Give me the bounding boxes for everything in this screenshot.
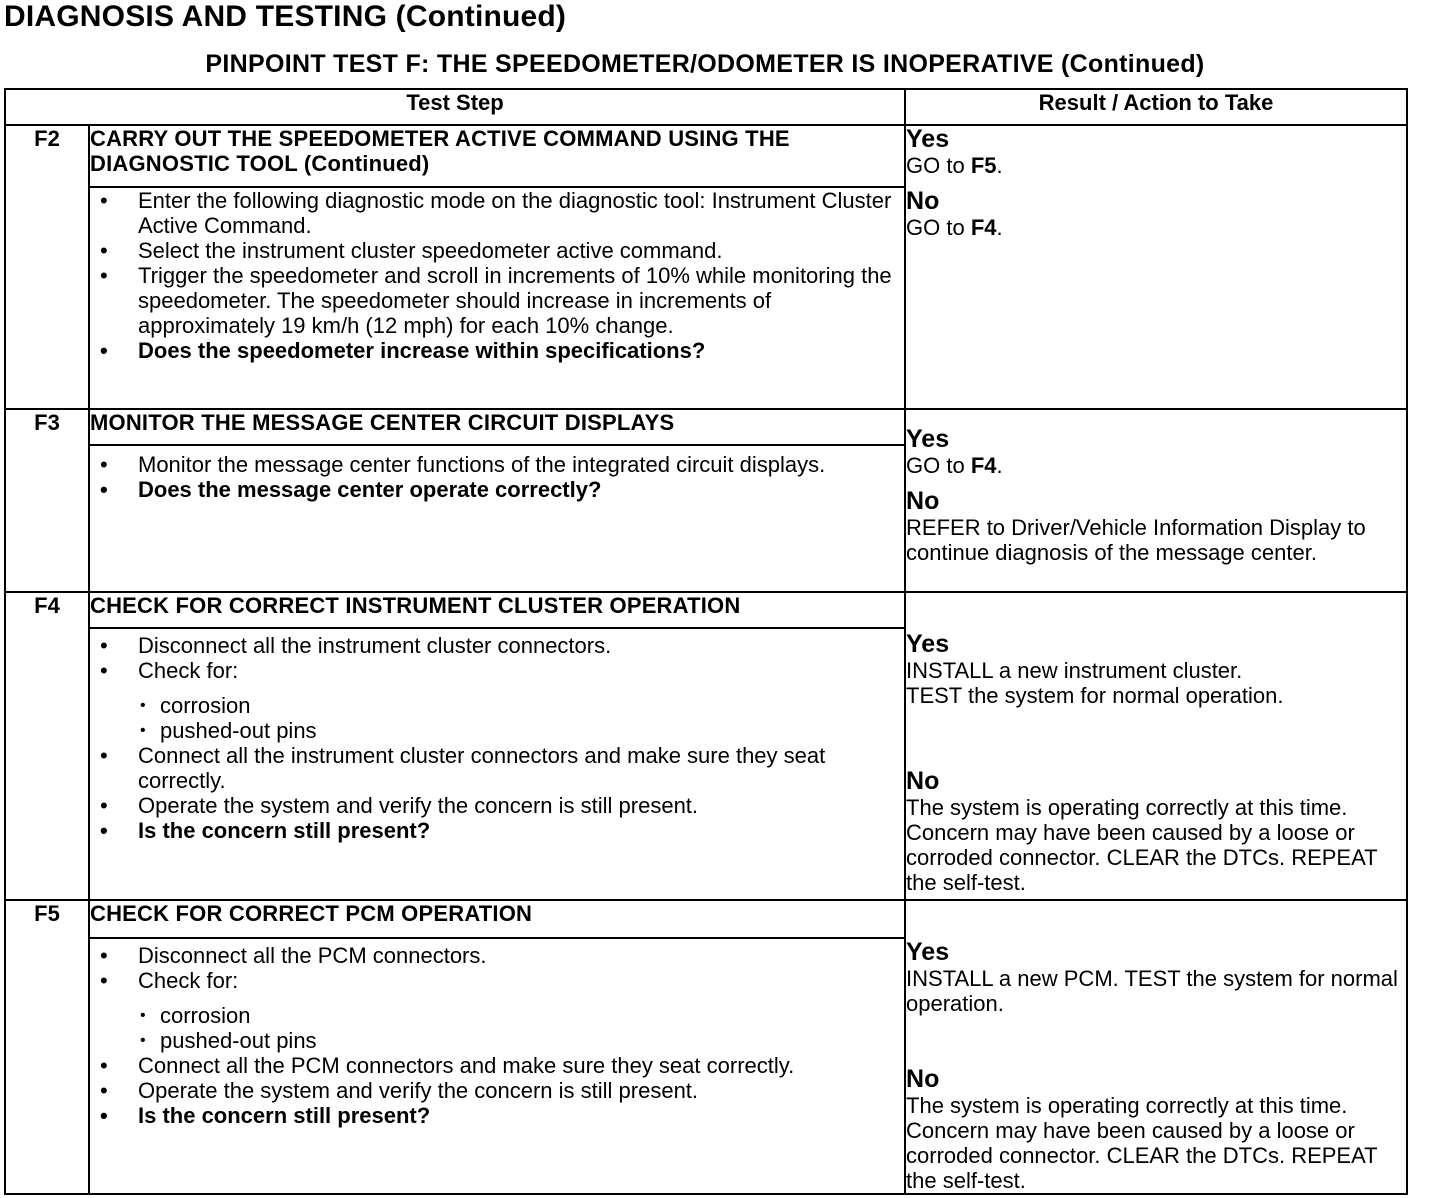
list-item: • Connect all the instrument cluster connectors and make sure they seat correctly. xyxy=(138,743,904,793)
step-title: CHECK FOR CORRECT INSTRUMENT CLUSTER OPERATION xyxy=(89,592,905,628)
step-f4-title-row xyxy=(5,592,1407,628)
step-id: F2 xyxy=(5,125,89,409)
list-item: • Disconnect all the PCM connectors. xyxy=(138,943,904,968)
list-item: • Operate the system and verify the concern is still present. xyxy=(138,1078,904,1103)
pinpoint-test-title: PINPOINT TEST F: THE SPEEDOMETER/ODOMETER IS INOPERATIVE (Continued) xyxy=(205,50,1205,78)
step-id: F4 xyxy=(5,592,89,900)
page-heading: DIAGNOSIS AND TESTING (Continued) xyxy=(4,0,567,33)
list-item: • Operate the system and verify the concern is still present. xyxy=(138,793,904,818)
step-f5-result xyxy=(905,900,1407,1194)
no-label: No xyxy=(906,1065,940,1093)
yes-label: Yes xyxy=(906,630,950,658)
step-title: CHECK FOR CORRECT PCM OPERATION xyxy=(89,900,905,938)
step-question: • Does the speedometer increase within specifications? xyxy=(138,338,904,363)
test-step-column-header: Test Step xyxy=(5,89,905,125)
yes-label: Yes xyxy=(906,125,950,153)
list-item: • Connect all the PCM connectors and make sure they seat correctly. xyxy=(138,1053,904,1078)
step-id: F3 xyxy=(5,409,89,592)
step-f2-title-row xyxy=(5,125,1407,187)
step-f2-result xyxy=(905,125,1407,409)
yes-action-line: TEST the system for normal operation. xyxy=(906,683,1284,708)
no-action: The system is operating correctly at this time. Concern may have been caused by a loose or corroded connector. CLEAR the DTCs. REPEAT the self-test. xyxy=(906,1093,1378,1193)
list-item: • Trigger the speedometer and scroll in increments of 10% while monitoring the speedometer. The speedometer should increase in increments of approximately 19 km/h (12 mph) for each 10% change. xyxy=(138,263,904,338)
no-action: REFER to Driver/Vehicle Information Display to continue diagnosis of the message center. xyxy=(906,515,1366,565)
step-question: • Does the message center operate correctly? xyxy=(138,477,904,502)
step-body xyxy=(89,938,905,1194)
no-label: No xyxy=(906,187,940,215)
list-item: • Check for: • corrosion • pushed-out pins xyxy=(138,658,904,743)
sub-list-item: • pushed-out pins xyxy=(160,1028,904,1053)
no-label: No xyxy=(906,767,940,795)
no-action: The system is operating correctly at this time. Concern may have been caused by a loose or corroded connector. CLEAR the DTCs. REPEAT the self-test. xyxy=(906,795,1378,895)
list-item: • Disconnect all the instrument cluster connectors. xyxy=(138,633,904,658)
step-question: • Is the concern still present? xyxy=(138,1103,904,1128)
step-body xyxy=(89,445,905,592)
yes-action-line: INSTALL a new instrument cluster. xyxy=(906,658,1243,683)
sub-list-item: • corrosion xyxy=(160,1003,904,1028)
step-id: F5 xyxy=(5,900,89,1194)
pinpoint-test-table xyxy=(4,88,1408,1195)
list-item: • Select the instrument cluster speedometer active command. xyxy=(138,238,904,263)
step-body xyxy=(89,628,905,900)
step-f3-result xyxy=(905,409,1407,592)
list-item: • Check for: • corrosion • pushed-out pins xyxy=(138,968,904,1053)
step-f5-title-row xyxy=(5,900,1407,938)
step-f3-title-row xyxy=(5,409,1407,445)
no-label: No xyxy=(906,487,940,515)
result-column-header: Result / Action to Take xyxy=(905,89,1407,125)
table-header-row xyxy=(5,89,1407,125)
sub-list-item: • pushed-out pins xyxy=(160,718,904,743)
no-action: GO to F4. xyxy=(906,215,1003,240)
step-question: • Is the concern still present? xyxy=(138,818,904,843)
step-f4-result xyxy=(905,592,1407,900)
yes-label: Yes xyxy=(906,938,950,966)
step-body xyxy=(89,187,905,409)
yes-action: GO to F5. xyxy=(906,153,1003,178)
step-title: CARRY OUT THE SPEEDOMETER ACTIVE COMMAND USING THE DIAGNOSTIC TOOL (Continued) xyxy=(89,125,905,187)
sub-list-item: • corrosion xyxy=(160,693,904,718)
yes-action: INSTALL a new PCM. TEST the system for normal operation. xyxy=(906,966,1398,1016)
yes-action: GO to F4. xyxy=(906,453,1003,478)
step-title: MONITOR THE MESSAGE CENTER CIRCUIT DISPLAYS xyxy=(89,409,905,445)
list-item: • Monitor the message center functions of the integrated circuit displays. xyxy=(138,452,904,477)
yes-label: Yes xyxy=(906,425,950,453)
list-item: • Enter the following diagnostic mode on the diagnostic tool: Instrument Cluster Active Command. xyxy=(138,188,904,238)
